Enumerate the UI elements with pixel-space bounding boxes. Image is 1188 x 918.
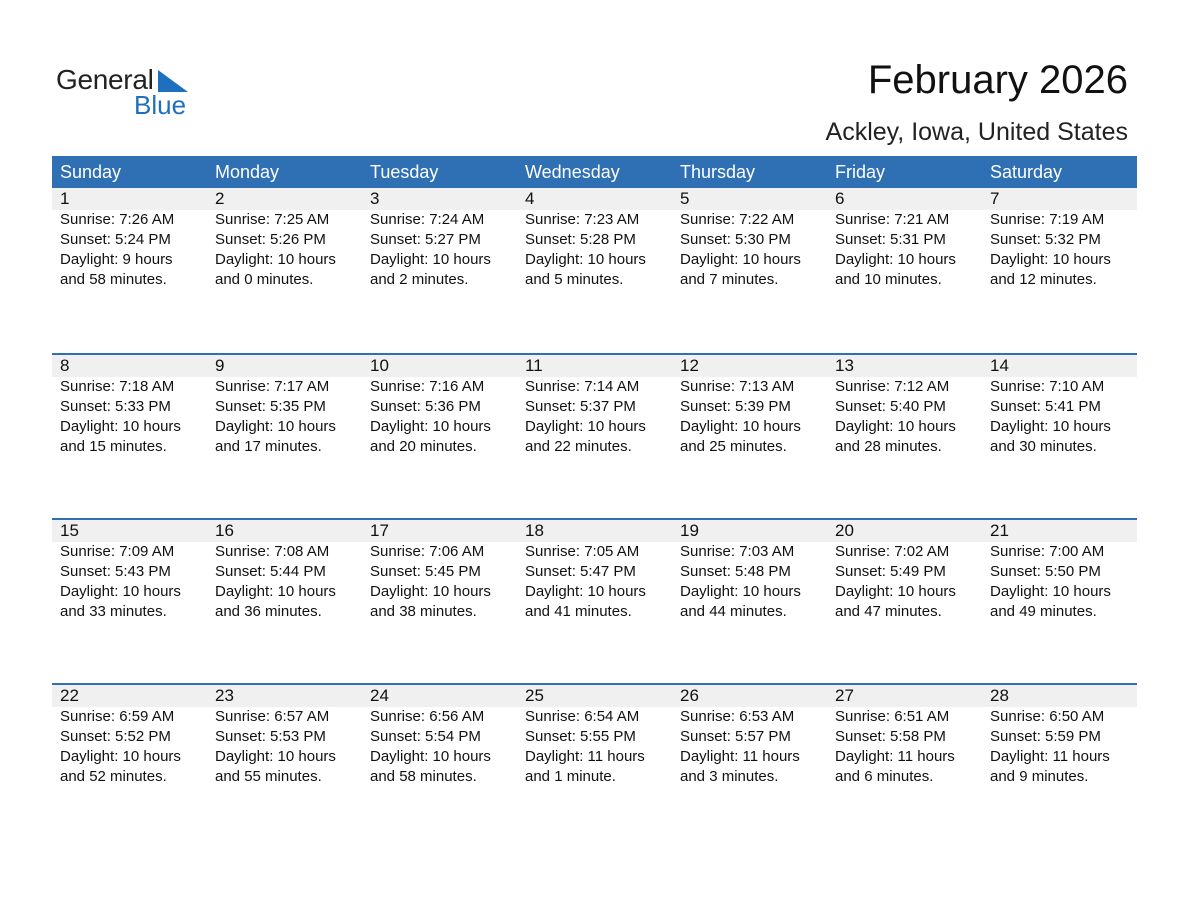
- weekday-thursday: Thursday: [680, 162, 756, 182]
- daylight-minutes-text: and 12 minutes.: [990, 271, 1097, 288]
- day-number: 21: [990, 521, 1009, 540]
- daylight-minutes-text: and 22 minutes.: [525, 438, 632, 455]
- sunrise-text: Sunrise: 7:06 AM: [370, 543, 485, 560]
- daylight-text: Daylight: 10 hours: [835, 418, 956, 435]
- day-number: 10: [370, 356, 389, 375]
- day-number: 27: [835, 686, 854, 705]
- sunrise-text: Sunrise: 7:03 AM: [680, 543, 795, 560]
- day-number: 1: [60, 189, 70, 208]
- sunrise-text: Sunrise: 7:02 AM: [835, 543, 950, 560]
- sunset-text: Sunset: 5:53 PM: [215, 728, 326, 745]
- daylight-minutes-text: and 0 minutes.: [215, 271, 314, 288]
- day-cell: [517, 188, 672, 290]
- sunrise-text: Sunrise: 7:25 AM: [215, 211, 330, 228]
- sunset-text: Sunset: 5:35 PM: [215, 398, 326, 415]
- daylight-minutes-text: and 49 minutes.: [990, 603, 1097, 620]
- day-cell: [672, 355, 827, 457]
- day-number: 15: [60, 521, 79, 540]
- day-number: 11: [525, 356, 543, 375]
- sunset-text: Sunset: 5:49 PM: [835, 563, 946, 580]
- weekday-sunday: Sunday: [60, 162, 122, 182]
- week-cells: [52, 685, 1137, 787]
- weekday-saturday: Saturday: [990, 162, 1063, 182]
- daylight-text: Daylight: 10 hours: [990, 418, 1111, 435]
- sunset-text: Sunset: 5:39 PM: [680, 398, 791, 415]
- day-cell: [362, 685, 517, 787]
- weekday-header: [52, 156, 1137, 188]
- sunrise-text: Sunrise: 6:59 AM: [60, 708, 175, 725]
- sunset-text: Sunset: 5:48 PM: [680, 563, 791, 580]
- daylight-text: Daylight: 10 hours: [680, 583, 801, 600]
- daylight-minutes-text: and 47 minutes.: [835, 603, 942, 620]
- logo-blue-text: Blue: [134, 90, 187, 120]
- logo-general-text: General: [56, 64, 154, 95]
- day-number: 6: [835, 189, 845, 208]
- daylight-text: Daylight: 11 hours: [680, 748, 800, 765]
- daylight-text: Daylight: 10 hours: [370, 583, 491, 600]
- day-number: 23: [215, 686, 234, 705]
- sunset-text: Sunset: 5:32 PM: [990, 231, 1101, 248]
- daylight-minutes-text: and 28 minutes.: [835, 438, 942, 455]
- daylight-text: Daylight: 10 hours: [680, 418, 801, 435]
- day-number: 19: [680, 521, 699, 540]
- day-cell: [52, 188, 207, 290]
- sunrise-text: Sunrise: 7:00 AM: [990, 543, 1105, 560]
- sunset-text: Sunset: 5:40 PM: [835, 398, 946, 415]
- day-cell: [827, 520, 982, 622]
- sunrise-text: Sunrise: 7:16 AM: [370, 378, 485, 395]
- daylight-text: Daylight: 10 hours: [215, 418, 336, 435]
- daylight-text: Daylight: 10 hours: [215, 583, 336, 600]
- daylight-minutes-text: and 5 minutes.: [525, 271, 624, 288]
- weekday-monday: Monday: [215, 162, 280, 182]
- day-number: 8: [60, 356, 70, 375]
- sunset-text: Sunset: 5:58 PM: [835, 728, 946, 745]
- sunset-text: Sunset: 5:55 PM: [525, 728, 636, 745]
- sunset-text: Sunset: 5:44 PM: [215, 563, 326, 580]
- day-number: 2: [215, 189, 225, 208]
- day-number: 9: [215, 356, 225, 375]
- sunrise-text: Sunrise: 7:24 AM: [370, 211, 485, 228]
- sunrise-text: Sunrise: 7:08 AM: [215, 543, 330, 560]
- daylight-text: Daylight: 10 hours: [370, 748, 491, 765]
- daylight-text: Daylight: 10 hours: [680, 251, 801, 268]
- day-cell: [362, 188, 517, 290]
- day-cell: [982, 520, 1137, 622]
- sunrise-text: Sunrise: 7:12 AM: [835, 378, 950, 395]
- weekday-wednesday: Wednesday: [525, 162, 620, 182]
- daylight-minutes-text: and 36 minutes.: [215, 603, 322, 620]
- week-cells: [52, 520, 1137, 622]
- daylight-minutes-text: and 25 minutes.: [680, 438, 787, 455]
- sunset-text: Sunset: 5:36 PM: [370, 398, 481, 415]
- day-cell: [52, 685, 207, 787]
- day-cell: [672, 188, 827, 290]
- logo: [56, 64, 206, 124]
- daylight-text: Daylight: 10 hours: [60, 748, 181, 765]
- calendar-week: [52, 683, 1137, 848]
- day-number: 18: [525, 521, 544, 540]
- daylight-text: Daylight: 9 hours: [60, 251, 173, 268]
- calendar-week: [52, 188, 1137, 353]
- daylight-minutes-text: and 58 minutes.: [60, 271, 167, 288]
- sunrise-text: Sunrise: 7:10 AM: [990, 378, 1105, 395]
- daylight-minutes-text: and 9 minutes.: [990, 768, 1089, 785]
- day-cell: [362, 520, 517, 622]
- daylight-minutes-text: and 41 minutes.: [525, 603, 632, 620]
- sunrise-text: Sunrise: 7:14 AM: [525, 378, 640, 395]
- sunset-text: Sunset: 5:45 PM: [370, 563, 481, 580]
- day-cell: [207, 355, 362, 457]
- calendar-weeks: [52, 188, 1137, 848]
- day-number: 24: [370, 686, 389, 705]
- sunset-text: Sunset: 5:24 PM: [60, 231, 171, 248]
- day-cell: [517, 355, 672, 457]
- daylight-minutes-text: and 58 minutes.: [370, 768, 477, 785]
- sunset-text: Sunset: 5:33 PM: [60, 398, 171, 415]
- day-cell: [982, 355, 1137, 457]
- daylight-minutes-text: and 10 minutes.: [835, 271, 942, 288]
- sunrise-text: Sunrise: 7:18 AM: [60, 378, 175, 395]
- day-number: 28: [990, 686, 1009, 705]
- sunrise-text: Sunrise: 7:21 AM: [835, 211, 950, 228]
- day-cell: [982, 188, 1137, 290]
- calendar-week: [52, 518, 1137, 683]
- daylight-minutes-text: and 6 minutes.: [835, 768, 934, 785]
- daylight-text: Daylight: 10 hours: [215, 748, 336, 765]
- sunrise-text: Sunrise: 7:09 AM: [60, 543, 175, 560]
- daylight-minutes-text: and 2 minutes.: [370, 271, 469, 288]
- day-number: 22: [60, 686, 79, 705]
- daylight-text: Daylight: 10 hours: [60, 583, 181, 600]
- daylight-text: Daylight: 10 hours: [60, 418, 181, 435]
- sunset-text: Sunset: 5:59 PM: [990, 728, 1101, 745]
- day-number: 7: [990, 189, 1000, 208]
- day-cell: [827, 188, 982, 290]
- sunset-text: Sunset: 5:31 PM: [835, 231, 946, 248]
- day-cell: [52, 520, 207, 622]
- day-cell: [672, 520, 827, 622]
- sunrise-text: Sunrise: 7:05 AM: [525, 543, 640, 560]
- day-number: 20: [835, 521, 854, 540]
- day-number: 5: [680, 189, 690, 208]
- daylight-minutes-text: and 7 minutes.: [680, 271, 779, 288]
- sunset-text: Sunset: 5:37 PM: [525, 398, 636, 415]
- day-cell: [362, 355, 517, 457]
- week-cells: [52, 355, 1137, 457]
- daylight-text: Daylight: 10 hours: [990, 251, 1111, 268]
- daylight-text: Daylight: 10 hours: [370, 251, 491, 268]
- daylight-minutes-text: and 20 minutes.: [370, 438, 477, 455]
- sunrise-text: Sunrise: 6:50 AM: [990, 708, 1105, 725]
- daylight-text: Daylight: 10 hours: [835, 251, 956, 268]
- day-number: 16: [215, 521, 234, 540]
- day-number: 25: [525, 686, 544, 705]
- daylight-text: Daylight: 10 hours: [215, 251, 336, 268]
- daylight-minutes-text: and 17 minutes.: [215, 438, 322, 455]
- daylight-minutes-text: and 1 minute.: [525, 768, 616, 785]
- daylight-minutes-text: and 3 minutes.: [680, 768, 779, 785]
- day-number: 26: [680, 686, 699, 705]
- weekday-tuesday: Tuesday: [370, 162, 439, 182]
- day-cell: [207, 685, 362, 787]
- day-number: 17: [370, 521, 389, 540]
- sunrise-text: Sunrise: 7:26 AM: [60, 211, 175, 228]
- sunrise-text: Sunrise: 6:56 AM: [370, 708, 485, 725]
- page-title: February 2026: [867, 58, 1128, 102]
- sunset-text: Sunset: 5:41 PM: [990, 398, 1101, 415]
- day-cell: [827, 355, 982, 457]
- daylight-text: Daylight: 10 hours: [525, 583, 646, 600]
- daylight-minutes-text: and 55 minutes.: [215, 768, 322, 785]
- daylight-minutes-text: and 44 minutes.: [680, 603, 787, 620]
- day-number: 4: [525, 189, 535, 208]
- daylight-text: Daylight: 10 hours: [990, 583, 1111, 600]
- day-cell: [827, 685, 982, 787]
- daylight-text: Daylight: 10 hours: [525, 418, 646, 435]
- sunset-text: Sunset: 5:43 PM: [60, 563, 171, 580]
- sunset-text: Sunset: 5:57 PM: [680, 728, 791, 745]
- day-cell: [517, 520, 672, 622]
- daylight-text: Daylight: 10 hours: [835, 583, 956, 600]
- week-cells: [52, 188, 1137, 290]
- daylight-text: Daylight: 11 hours: [525, 748, 645, 765]
- sunset-text: Sunset: 5:54 PM: [370, 728, 481, 745]
- calendar: [52, 156, 1137, 848]
- sunrise-text: Sunrise: 7:19 AM: [990, 211, 1105, 228]
- day-cell: [672, 685, 827, 787]
- daylight-minutes-text: and 15 minutes.: [60, 438, 167, 455]
- day-number: 3: [370, 189, 380, 208]
- day-cell: [982, 685, 1137, 787]
- day-cell: [207, 520, 362, 622]
- sunset-text: Sunset: 5:50 PM: [990, 563, 1101, 580]
- sunrise-text: Sunrise: 7:22 AM: [680, 211, 795, 228]
- sunrise-text: Sunrise: 7:17 AM: [215, 378, 330, 395]
- sunrise-text: Sunrise: 7:23 AM: [525, 211, 640, 228]
- day-cell: [52, 355, 207, 457]
- daylight-minutes-text: and 33 minutes.: [60, 603, 167, 620]
- day-cell: [207, 188, 362, 290]
- daylight-minutes-text: and 30 minutes.: [990, 438, 1097, 455]
- day-number: 12: [680, 356, 699, 375]
- daylight-minutes-text: and 52 minutes.: [60, 768, 167, 785]
- logo-triangle-icon: [158, 70, 188, 92]
- sunset-text: Sunset: 5:52 PM: [60, 728, 171, 745]
- sunrise-text: Sunrise: 6:53 AM: [680, 708, 795, 725]
- weekday-friday: Friday: [835, 162, 886, 182]
- sunset-text: Sunset: 5:27 PM: [370, 231, 481, 248]
- sunrise-text: Sunrise: 6:57 AM: [215, 708, 330, 725]
- sunset-text: Sunset: 5:26 PM: [215, 231, 326, 248]
- day-number: 13: [835, 356, 854, 375]
- sunset-text: Sunset: 5:30 PM: [680, 231, 791, 248]
- sunrise-text: Sunrise: 6:54 AM: [525, 708, 640, 725]
- sunrise-text: Sunrise: 6:51 AM: [835, 708, 950, 725]
- daylight-text: Daylight: 10 hours: [525, 251, 646, 268]
- day-cell: [517, 685, 672, 787]
- daylight-text: Daylight: 11 hours: [990, 748, 1110, 765]
- day-number: 14: [990, 356, 1009, 375]
- sunrise-text: Sunrise: 7:13 AM: [680, 378, 795, 395]
- location-subtitle: Ackley, Iowa, United States: [825, 118, 1128, 146]
- sunset-text: Sunset: 5:47 PM: [525, 563, 636, 580]
- daylight-text: Daylight: 10 hours: [370, 418, 491, 435]
- daylight-text: Daylight: 11 hours: [835, 748, 955, 765]
- daylight-minutes-text: and 38 minutes.: [370, 603, 477, 620]
- calendar-week: [52, 353, 1137, 518]
- sunset-text: Sunset: 5:28 PM: [525, 231, 636, 248]
